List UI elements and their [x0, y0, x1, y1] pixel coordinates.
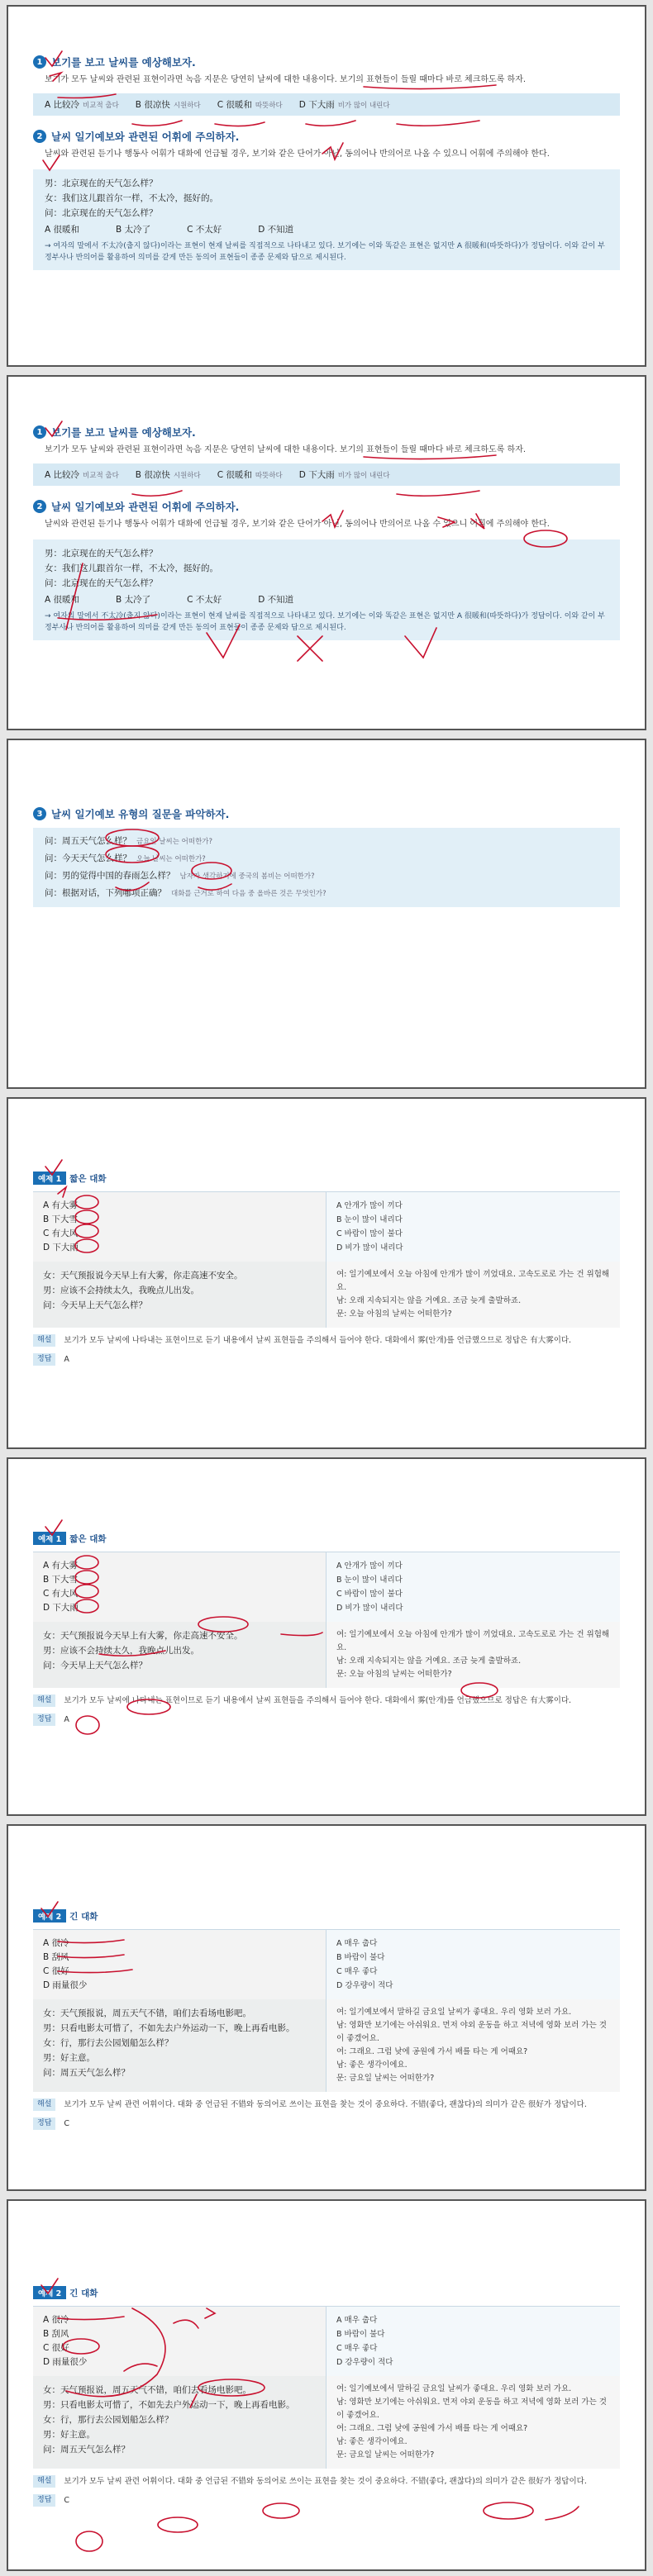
scan-page-4 — [7, 1097, 646, 1449]
section-heading: 2 날씨 일기예보와 관련된 어휘에 주의하자. — [33, 129, 620, 144]
option-c: C 很暖和 따뜻하다 — [217, 100, 283, 110]
answer-row: 정답 A — [33, 1353, 620, 1366]
option-d: D 下大雨 비가 많이 내린다 — [298, 100, 390, 110]
section-desc: 보기가 모두 날씨와 관련된 표현이라면 녹음 지문은 당연히 날씨에 대한 내용이다. 보기의 표현들이 들릴 때마다 바로 체크하도록 하자. — [45, 75, 527, 84]
section-number: 1 — [33, 55, 46, 69]
section-desc: 날씨와 관련된 듣기나 행동사 어휘가 대화에 언급될 경우, 보기와 같은 단어가 아닌, 동의어나 반의어로 나올 수 있으니 어휘에 주의해야 한다. — [45, 150, 550, 159]
scan-page-2: 1 보기를 보고 날씨를 예상해보자. 보기가 모두 날씨와 관련된 표현이라면 녹음 지문은 당연히 날씨에 대한 내용이다. 보기의 표현들이 들릴 때마다 바로 체크하도록 하자. A 比较冷 비교적 춥다 B 很凉快 시원하다 C 很暖和 따뜻하다 D 下大雨 비가 많이 내린다 2 날씨 일기예보와 관련된 어휘에 주의하자. 날씨와 관련된 듣기나 행동사 어휘가 대화에 언급될 경우, 보기와 같은 단어가 아닌, 동의어나 반의어로 나올 수 있으니 어휘에 주의해야 한다. 男：北京现在的天气怎么样？ 女：我们这儿跟首尔一样，不太冷，挺好的。 问：北京现在的天气怎么样？ A 很暖和 B 太冷了 C 不太好 D 不知道 → 여자의 말에서 不太冷(춥지 않다)이라는 표현이 현재 날씨를 직접적으로 나타내고 있다. 보기에는 이와 똑같은 표현은 없지만 A 很暖和(따뜻하다)가 정답이다. 이와 같이 부정부사나 반의어를 활용하여 의미를 같게 만든 동의어 표현들이 종종 문제와 답으로 제시된다. — [7, 375, 646, 730]
question-item: 问：根据对话，下列哪项正确？ 대화를 근거로 하여 다음 중 올바른 것은 무엇인가? — [45, 888, 326, 898]
section-heading — [33, 55, 620, 69]
question-item: 问：周五天气怎么样？ 금요일 날씨는 어떠한가? — [45, 836, 213, 846]
option-b: B 很凉快 시원하다 — [135, 100, 201, 110]
question-item: 问：今天天气怎么样？ 오늘 날씨는 어떠한가? — [45, 853, 206, 863]
explanation-note: → 여자의 말에서 不太冷(춥지 않다)이라는 표현이 현재 날씨를 직접적으로 나타내고 있다. 보기에는 이와 똑같은 표현은 없지만 A 很暖和(따뜻하다)가 정답이다. 이와 같이 부정부사나 반의어를 활용하여 의미를 같게 만든 동의어 표현들이 종종 문제와 답으로 제시된다. — [45, 242, 605, 262]
scan-page-5: 예제 1 짧은 대화 A 有大雾 B 下大雪 C 有大风 D 下大雨 A 안개가 많이 끼다 B 눈이 많이 내리다 C 바람이 많이 불다 D 비가 많이 내리다 女：天气预报说今天早上有大雾，你走高速不安全。 男：应该不会持续太久，我晚点儿出发。 问：今天早上天气怎么样？ 여: 일기예보에서 오늘 아침에 안개가 많이 끼었대요. 고속도로로 가는 건 위험해요. 남: 오래 지속되지는 않을 거예요. 조금 늦게 출발하죠. 문: 오늘 아침의 날씨는 어떠한가? 해설 보기가 모두 날씨에 나타내는 표현이므로 듣기 내용에서 날씨 표현들을 주의해서 들어야 한다. 대화에서 雾(안개)를 언급했으므로 정답은 有大雾이다. 정답 A — [7, 1457, 646, 1816]
dialog-box: 男：北京现在的天气怎么样？ 女：我们这儿跟首尔一样，不太冷，挺好的。 问：北京现在的天气怎么样？ A 很暖和 B 太冷了 C 不太好 D 不知道 → 여자의 말에서 不太冷(춥지 않다)이라는 표현이 현재 날씨를 직접적으로 나타내고 있다. 보기에는 이와 똑같은 표현은 없지만 A 很暖和(따뜻하다)가 정답이다. 이와 같이 부정부사나 반의어를 활용하여 의미를 같게 만든 동의어 표현들이 종종 문제와 답으로 제시된다. — [33, 169, 620, 270]
option-bar — [33, 93, 620, 116]
example-tag: 예제 1 짧은 대화 — [33, 1172, 107, 1185]
pen-annotation — [8, 740, 646, 1089]
question-list — [33, 828, 620, 907]
scan-page-6: 예제 2 긴 대화 A 很冷 B 刮风 C 很好 D 雨量很少 A 매우 춥다 B 바람이 불다 C 매우 좋다 D 강우량이 적다 女：天气预报说，周五天气不错，咱们去看场电影吧。 男：只看电影太可惜了，不如先去户外运动一下，晚上再看电影。 女：行，那行去公园划船怎么样？ 男：好主意。 问：周五天气怎么样？ 여: 일기예보에서 말하길 금요일 날씨가 좋대요. 우리 영화 보러 가요. 남: 영화만 보기에는 아쉬워요. 먼저 야외 운동을 하고 저녁에 영화 보러 가는 것이 좋겠어요. 여: 그래요. 그럼 낮에 공원에 가서 배를 타는 게 어때요? 남: 좋은 생각이에요. 문: 금요일 날씨는 어떠한가? 해설 보기가 모두 날씨 관련 어휘이다. 대화 중 언급된 不错와 동의어로 쓰이는 표현을 찾는 것이 중요하다. 不错(좋다, 괜찮다)의 의미가 같은 很好가 정답이다. 정답 C — [7, 1824, 646, 2191]
choices: A 很暖和 B 太冷了 C 不太好 D 不知道 — [45, 225, 294, 235]
section-title: 보기를 보고 날씨를 예상해보자. — [51, 56, 196, 69]
question-item: 问：男的觉得中国的春雨怎么样？ 남자가 생각하기에 중국의 봄비는 어떠한가? — [45, 871, 315, 881]
explanation-row: 해설 보기가 모두 날씨에 나타내는 표현이므로 듣기 내용에서 날씨 표현들을 주의해서 들어야 한다. 대화에서 雾(안개)를 언급했으므로 정답은 有大雾이다. — [33, 1334, 620, 1347]
choices-grid: A 有大雾 B 下大雪 C 有大风 D 下大雨 A 안개가 많이 끼다 B 눈이 많이 내리다 C 바람이 많이 불다 D 비가 많이 내리다 — [33, 1191, 620, 1262]
scan-page-1 — [7, 5, 646, 367]
scan-page-7: 예제 2 긴 대화 A 很冷 B 刮风 C 很好 D 雨量很少 A 매우 춥다 B 바람이 불다 C 매우 좋다 D 강우량이 적다 女：天气预报说，周五天气不错，咱们去看场电影吧。 男：只看电影太可惜了，不如先去户外运动一下，晚上再看电影。 女：行，那行去公园划船怎么样？ 男：好主意。 问：周五天气怎么样？ 여: 일기예보에서 말하길 금요일 날씨가 좋대요. 우리 영화 보러 가요. 남: 영화만 보기에는 아쉬워요. 먼저 야외 운동을 하고 저녁에 영화 보러 가는 것이 좋겠어요. 여: 그래요. 그럼 낮에 공원에 가서 배를 타는 게 어때요? 남: 좋은 생각이에요. 문: 금요일 날씨는 어떠한가? 해설 보기가 모두 날씨 관련 어휘이다. 대화 중 언급된 不错와 동의어로 쓰이는 표현을 찾는 것이 중요하다. 不错(좋다, 괜찮다)의 의미가 같은 很好가 정답이다. 정답 C — [7, 2199, 646, 2571]
dialog-box: 男：北京现在的天气怎么样？ 女：我们这儿跟首尔一样，不太冷，挺好的。 问：北京现在的天气怎么样？ A 很暖和 B 太冷了 C 不太好 D 不知道 → 여자의 말에서 不太冷(춥지 않다)이라는 표현이 현재 날씨를 직접적으로 나타내고 있다. 보기에는 이와 똑같은 표현은 없지만 A 很暖和(따뜻하다)가 정답이다. 이와 같이 부정부사나 반의어를 활용하여 의미를 같게 만든 동의어 표현들이 종종 문제와 답으로 제시된다. — [33, 539, 620, 640]
scan-page-3: 3 날씨 일기예보 유형의 질문을 파악하자. 问：周五天气怎么样？ 금요일 날씨는 어떠한가? 问：今天天气怎么样？ 오늘 날씨는 어떠한가? 问：男的觉得中国的春雨怎么样？ 남자가 생각하기에 중국의 봄비는 어떠한가? 问：根据对话，下列哪项正确？ 대화를 근거로 하여 다음 중 올바른 것은 무엇인가? — [7, 739, 646, 1089]
option-a: A 比较冷 비교적 춥다 — [45, 100, 119, 110]
option-bar: A 比较冷 비교적 춥다 B 很凉快 시원하다 C 很暖和 따뜻하다 D 下大雨 비가 많이 내린다 — [33, 463, 620, 486]
dialog-grid: 女：天气预报说今天早上有大雾，你走高速不安全。 男：应该不会持续太久，我晚点儿出发。 问：今天早上天气怎么样？ 여: 일기예보에서 오늘 아침에 안개가 많이 끼었대요. 고속도로로 가는 건 위험해요. 남: 오래 지속되지는 않을 거예요. 조금 늦게 출발하죠. 문: 오늘 아침의 날씨는 어떠한가? — [33, 1262, 620, 1328]
